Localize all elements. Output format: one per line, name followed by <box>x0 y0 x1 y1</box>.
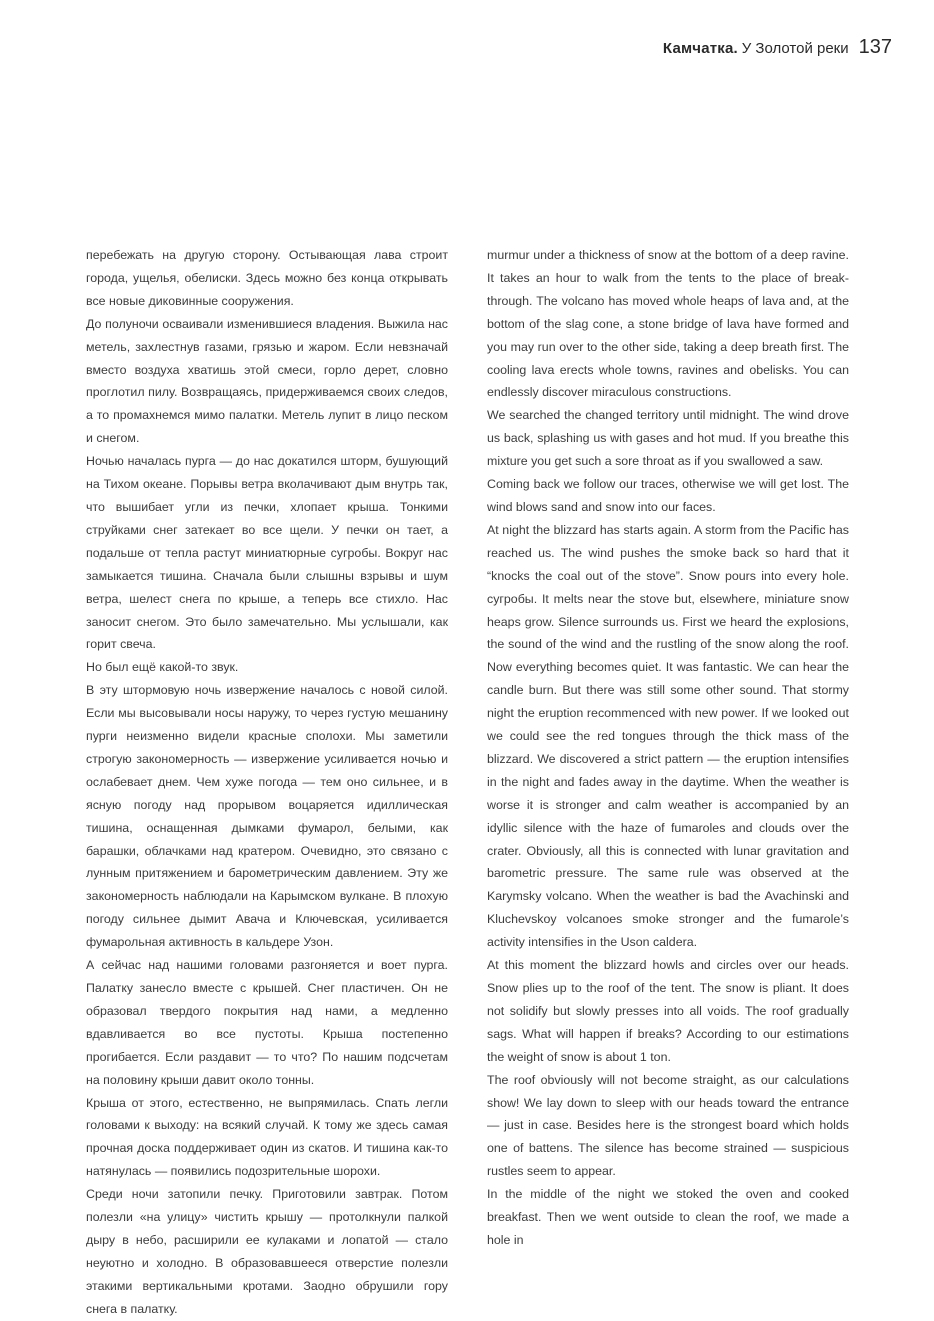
english-paragraph: In the middle of the night we stoked the oven and cooked breakfast. Then we went outside to clean the roof, we made a hole in <box>487 1187 849 1247</box>
english-paragraph: The roof obviously will not become straight, as our calculations show! We lay down to sleep with our heads toward the entrance — just in case. Besides here is the strongest board which holds one of battens. The silence has become strained — suspicious rustles seem to appear. <box>487 1072 849 1179</box>
header-separator: . <box>733 40 738 57</box>
russian-paragraph: Среди ночи затопили печку. Приготовили завтрак. Потом полезли «на улицу» чистить крышу — протолкнули палкой дыру в небо, расширили ее кулаками и лопатой — стало неуютно и холодно. В образовавшееся отверстие полезли этакими вертикальными кротами. Заодно обрушили гору снега в палатку. <box>86 1187 448 1316</box>
english-paragraph: At this moment the blizzard howls and circles over our heads. Snow plies up to the roof of the tent. The snow is pliant. It does not solidify but slowly presses into all voids. The roof gradually sags. What will happen if breaks? According to our estimations the weight of snow is about 1 ton. <box>487 958 849 1064</box>
header-subtitle: У Золотой реки <box>741 40 849 57</box>
russian-paragraph: Крыша от этого, естественно, не выпрямилась. Спать легли головами к выходу: на всякий случай. К тому же здесь самая прочная доска поддерживает один из скатов. И тишина как-то натянулась — появились подозрительные шорохи. <box>86 1095 448 1179</box>
english-paragraph: At night the blizzard has starts again. A storm from the Pacific has reached us. The wind pushes the smoke back so hard that it “knocks the coal out of the stove”. Snow pours into every hole. сугробы. It melts near the stove but, elsewhere, miniature snow heaps grow. Silence surrounds us. First we heard the explosions, the sound of the wind and the rustling of the snow along the roof. Now everything becomes quiet. It was fantastic. We can hear the candle burn. But there was still some other sound. That stormy night the eruption recommenced with new power. If we looked out we could see the red tongues through the thick mass of the blizzard. We discovered a strict pattern — the eruption intensifies in the night and fades away in the daytime. When the weather is worse it is stronger and calm weather is accompanied by an idyllic silence with the haze of fumaroles and clouds over the crater. Obviously, all this is connected with lunar gravitation and barometric pressure. The same rule was observed at the Karymsky volcano. When the weather is bad the Avachinski and Kluchevskoy volcanoes smoke stronger and the fumarole’s activity intensifies in the Uson caldera. <box>487 522 849 950</box>
english-paragraph: We searched the changed territory until midnight. The wind drove us back, splashing us with gases and hot mud. If you breathe this mixture you get such a sore throat as if you swallowed a saw. <box>487 408 849 469</box>
russian-paragraph: До полуночи осваивали изменившиеся владения. Выжила нас метель, захлестнув газами, грязью и жаром. Если невзначай вместо воздуха хватишь этой смеси, горло дерет, словно проглотил пилу. Возвращаясь, придерживаемся своих следов, а то промахнемся мимо палатки. Метель лупит в лицо песком и снегом. <box>86 316 448 446</box>
russian-paragraph: В эту штормовую ночь извержение началось с новой силой. Если мы высовывали носы наружу, то через густую мешанину пурги неизменно видели красные сполохи. Мы заметили строгую закономерность — извержение усиливается ночью и ослабевает днем. Чем хуже погода — тем оно сильнее, и в ясную погоду над прорывом воцаряется идиллическая тишина, оснащенная дымками фумарол, белыми, как барашки, облачками над кратером. Очевидно, это связано с лунным притяжением и барометрическим давлением. Эту же закономерность наблюдали на Карымском вулкане. В плохую погоду сильнее дымит Авача и Ключевская, усиливается фумарольная активность в кальдере Узон. <box>86 683 448 950</box>
page-number: 137 <box>858 36 892 58</box>
russian-paragraph: перебежать на другую сторону. Остывающая лава строит города, ущелья, обелиски. Здесь можно без конца открывать все новые диковинные сооружения. <box>86 248 448 308</box>
russian-paragraph: Но был ещё какой-то звук. <box>86 660 239 675</box>
english-paragraph: murmur under a thickness of snow at the bottom of a deep ravine. It takes an hour to walk from the tents to the place of break-through. The volcano has moved whole heaps of lava and, at the bottom of the slag cone, a stone bridge of lava have formed and you may run over to the other side, taking a deep breath first. The cooling lava erects whole towns, ravines and obelisks. You can endlessly discover miraculous constructions. <box>487 248 849 400</box>
russian-paragraph: А сейчас над нашими головами разгоняется и воет пурга. Палатку занесло вместе с крышей. Снег пластичен. Он не образовал твердого покрытия над нами, а медленно вдавливается во все пустоты. Крыша постепенно прогибается. Если раздавит — то что? По нашим подсчетам на половину крыши давит около тонны. <box>86 958 448 1087</box>
running-header <box>663 36 892 59</box>
russian-text-column <box>86 244 448 1321</box>
english-paragraph: Coming back we follow our traces, otherwise we will get lost. The wind blows sand and snow into our faces. <box>487 477 849 514</box>
header-section-title: Камчатка <box>662 40 734 57</box>
russian-paragraph: Ночью началась пурга — до нас докатился шторм, бушующий на Тихом океане. Порывы ветра вколачивают дым внутрь так, что вышибает угли из печки, хлопает крыша. Тонкими струйками снег затекает во все щели. У печки он тает, а подальше от тепла растут миниатюрные сугробы. Вокруг нас замыкается тишина. Сначала были слышны взрывы и шум ветра, шелест снега по крыше, а теперь все стихло. Нас заносит снегом. Это было замечательно. Мы услышали, как горит свеча. <box>86 454 448 652</box>
english-text-column <box>487 244 849 1252</box>
